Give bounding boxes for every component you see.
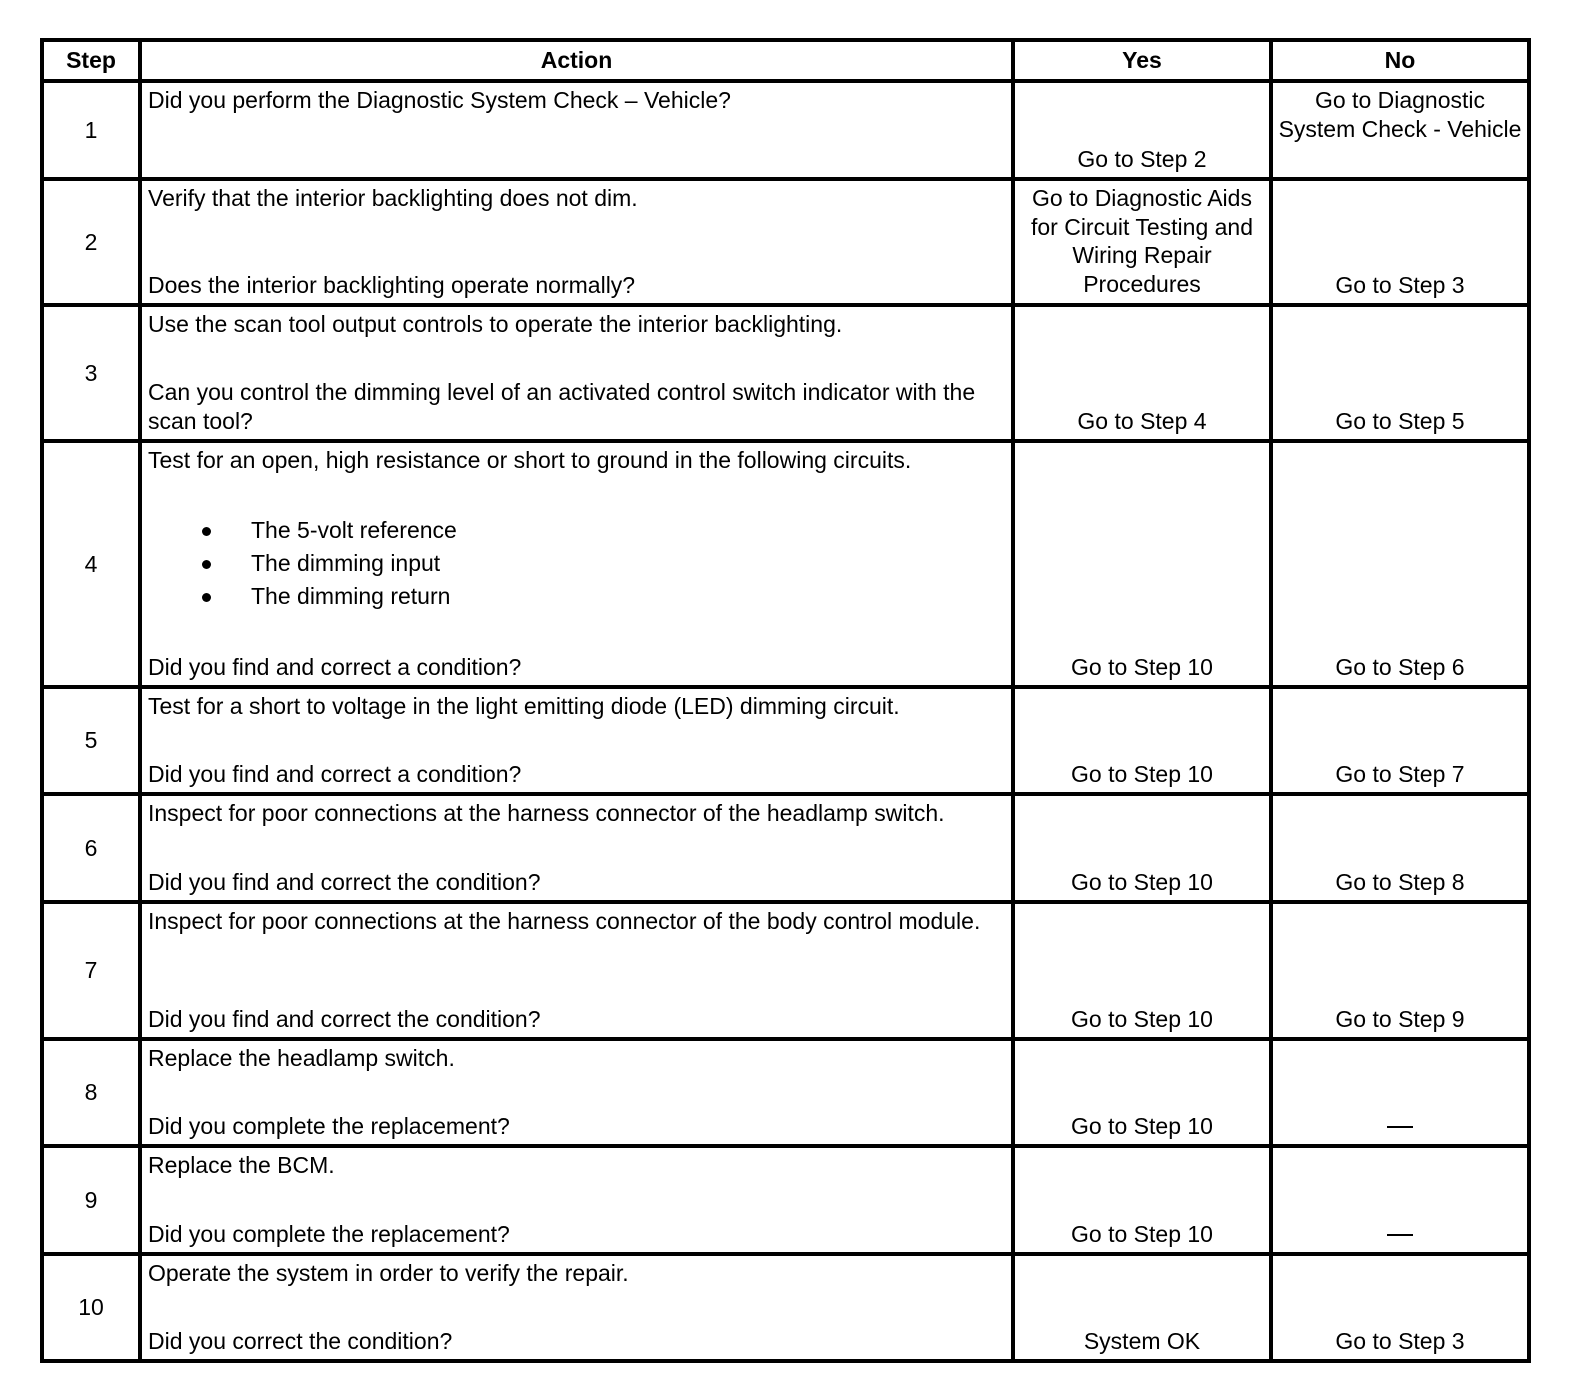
header-yes: Yes: [1013, 40, 1271, 81]
list-item: The 5-volt reference: [194, 514, 1007, 547]
yes-result: Go to Diagnostic Aids for Circuit Testing and Wiring Repair Procedures: [1013, 179, 1271, 305]
step-number: 7: [42, 902, 140, 1039]
yes-result: Go to Step 10: [1013, 1039, 1271, 1146]
action-question: Did you find and correct a condition?: [148, 653, 522, 680]
step-number: 5: [42, 687, 140, 794]
no-result: Go to Step 3: [1271, 1254, 1529, 1361]
yes-result: Go to Step 10: [1013, 1146, 1271, 1254]
no-result: Go to Step 9: [1271, 902, 1529, 1039]
table-row: [42, 305, 1529, 441]
step-number: 10: [42, 1254, 140, 1361]
list-item: The dimming input: [194, 547, 1007, 580]
table-row: [42, 179, 1529, 305]
header-step: Step: [42, 40, 140, 81]
action-text: Test for an open, high resistance or short to ground in the following circuits.: [148, 447, 912, 473]
no-result: Go to Step 6: [1271, 441, 1529, 687]
action-question: Did you find and correct a condition?: [148, 760, 522, 787]
action-question: Did you correct the condition?: [148, 1327, 453, 1354]
action-cell: [140, 1254, 1013, 1361]
action-text: Test for a short to voltage in the light emitting diode (LED) dimming circuit.: [148, 693, 900, 719]
dash-mark: [1387, 1234, 1413, 1236]
no-result: [1271, 1039, 1529, 1146]
step-number: 6: [42, 794, 140, 902]
no-result: [1271, 1146, 1529, 1254]
action-cell: [140, 902, 1013, 1039]
action-question: Did you find and correct the condition?: [148, 868, 541, 895]
action-text: Replace the BCM.: [148, 1152, 335, 1178]
step-number: 3: [42, 305, 140, 441]
table-row: [42, 794, 1529, 902]
yes-result: Go to Step 10: [1013, 902, 1271, 1039]
table-row: [42, 441, 1529, 687]
action-question: Does the interior backlighting operate normally?: [148, 271, 636, 298]
header-action: Action: [140, 40, 1013, 81]
header-no: No: [1271, 40, 1529, 81]
action-text: Use the scan tool output controls to operate the interior backlighting.: [148, 311, 843, 337]
action-question: Did you complete the replacement?: [148, 1112, 510, 1139]
no-result: Go to Step 7: [1271, 687, 1529, 794]
yes-result: Go to Step 2: [1013, 81, 1271, 179]
table-header-row: [42, 40, 1529, 81]
diagnostic-table: [40, 38, 1531, 1363]
yes-result: System OK: [1013, 1254, 1271, 1361]
table-row: [42, 1146, 1529, 1254]
action-cell: [140, 179, 1013, 305]
step-number: 1: [42, 81, 140, 179]
action-cell: [140, 1039, 1013, 1146]
table-row: [42, 902, 1529, 1039]
action-text: Verify that the interior backlighting does not dim.: [148, 185, 638, 211]
action-text: Operate the system in order to verify the repair.: [148, 1260, 629, 1286]
action-text: Did you perform the Diagnostic System Check – Vehicle?: [148, 87, 731, 113]
step-number: 4: [42, 441, 140, 687]
action-question: Can you control the dimming level of an activated control switch indicator with the scan tool?: [148, 379, 976, 434]
yes-result: Go to Step 10: [1013, 794, 1271, 902]
action-cell: [140, 1146, 1013, 1254]
table-row: [42, 687, 1529, 794]
action-text: Inspect for poor connections at the harness connector of the body control module.: [148, 908, 981, 934]
action-cell: [140, 81, 1013, 179]
table-row: [42, 81, 1529, 179]
action-cell: [140, 794, 1013, 902]
step-number: 2: [42, 179, 140, 305]
action-cell: [140, 305, 1013, 441]
table-row: [42, 1039, 1529, 1146]
action-text: Inspect for poor connections at the harness connector of the headlamp switch.: [148, 800, 945, 826]
action-cell: [140, 687, 1013, 794]
yes-result: Go to Step 4: [1013, 305, 1271, 441]
action-cell: [140, 441, 1013, 687]
list-item: The dimming return: [194, 580, 1007, 613]
dash-mark: [1387, 1126, 1413, 1128]
no-result: Go to Diagnostic System Check - Vehicle: [1271, 81, 1529, 179]
yes-result: Go to Step 10: [1013, 687, 1271, 794]
action-question: Did you find and correct the condition?: [148, 1005, 541, 1032]
action-question: Did you complete the replacement?: [148, 1220, 510, 1247]
no-result: Go to Step 5: [1271, 305, 1529, 441]
no-result: Go to Step 8: [1271, 794, 1529, 902]
circuit-list: [148, 514, 1007, 613]
no-result: Go to Step 3: [1271, 179, 1529, 305]
action-text: Replace the headlamp switch.: [148, 1045, 455, 1071]
table-row: [42, 1254, 1529, 1361]
step-number: 8: [42, 1039, 140, 1146]
yes-result: Go to Step 10: [1013, 441, 1271, 687]
step-number: 9: [42, 1146, 140, 1254]
